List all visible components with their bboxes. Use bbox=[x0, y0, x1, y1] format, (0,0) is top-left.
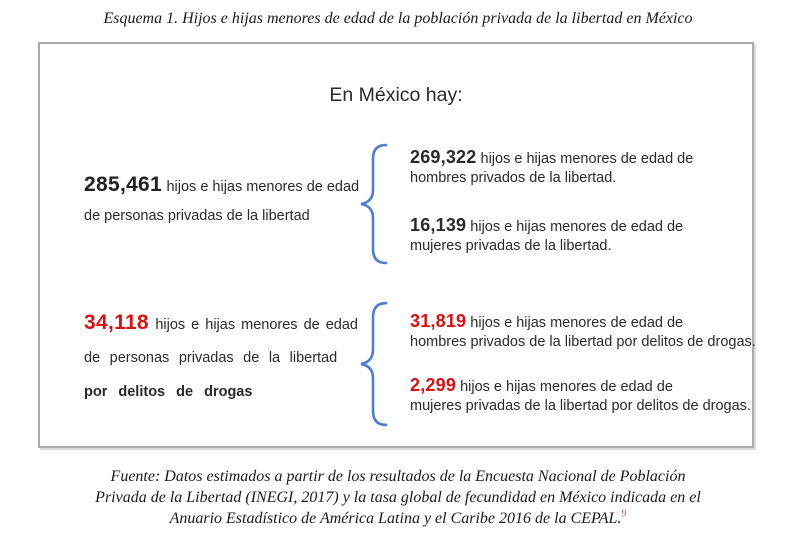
stat-number-total: 285,461 bbox=[84, 173, 163, 196]
stat-text: hombres privados de la libertad. bbox=[410, 170, 617, 186]
stat-men-children bbox=[410, 148, 796, 188]
stat-total-children bbox=[84, 172, 389, 226]
stat-text: hijos e hijas menores de edad bbox=[166, 179, 360, 195]
stat-text: hombres privados de la libertad por delitos de drogas. bbox=[410, 334, 756, 350]
stat-number-men-drugs: 31,819 bbox=[410, 311, 467, 331]
curly-brace-icon bbox=[350, 142, 392, 266]
stat-number-men: 269,322 bbox=[410, 147, 477, 167]
diagram-heading: En México hay: bbox=[329, 84, 463, 106]
footnote-marker: 9 bbox=[621, 508, 627, 520]
stat-text: hijos e hijas menores de edad de bbox=[480, 151, 694, 167]
stat-line bbox=[84, 172, 389, 200]
source-note bbox=[0, 466, 796, 529]
stat-number-total-drugs: 34,118 bbox=[84, 311, 149, 334]
stat-text: mujeres privadas de la libertad. bbox=[410, 238, 612, 254]
stat-women-children-drugs bbox=[410, 376, 796, 416]
source-note-text: Anuario Estadístico de América Latina y el Caribe 2016 de la CEPAL. bbox=[169, 510, 622, 527]
stat-text-bold: por delitos de drogas bbox=[84, 384, 253, 400]
curly-brace-icon bbox=[350, 300, 392, 428]
source-note-line bbox=[0, 508, 796, 529]
stat-total-children-drugs bbox=[84, 310, 394, 402]
stat-number-women-drugs: 2,299 bbox=[410, 375, 457, 395]
stat-text: hijos e hijas menores de edad de bbox=[460, 379, 673, 395]
stat-number-women: 16,139 bbox=[410, 215, 467, 235]
figure-caption: Esquema 1. Hijos e hijas menores de edad de la población privada de la libertad en México bbox=[103, 10, 693, 27]
stat-men-children-drugs bbox=[410, 312, 796, 352]
stat-text: hijos e hijas menores de edad de bbox=[470, 219, 684, 235]
source-note-line: Privada de la Libertad (INEGI, 2017) y la tasa global de fecundidad en México indicada en el bbox=[95, 489, 701, 506]
stat-text: de personas privadas de la libertad bbox=[84, 208, 310, 224]
stat-text: de personas privadas de la libertad bbox=[84, 350, 338, 366]
stat-text: hijos e hijas menores de edad de bbox=[470, 315, 684, 331]
stat-line bbox=[84, 310, 394, 338]
source-note-line: Fuente: Datos estimados a partir de los resultados de la Encuesta Nacional de Población bbox=[110, 468, 686, 485]
stat-text: mujeres privadas de la libertad por delitos de drogas. bbox=[410, 398, 751, 414]
stat-women-children bbox=[410, 216, 796, 256]
stat-text: hijos e hijas menores de edad bbox=[155, 317, 358, 333]
diagram-frame bbox=[38, 42, 754, 448]
